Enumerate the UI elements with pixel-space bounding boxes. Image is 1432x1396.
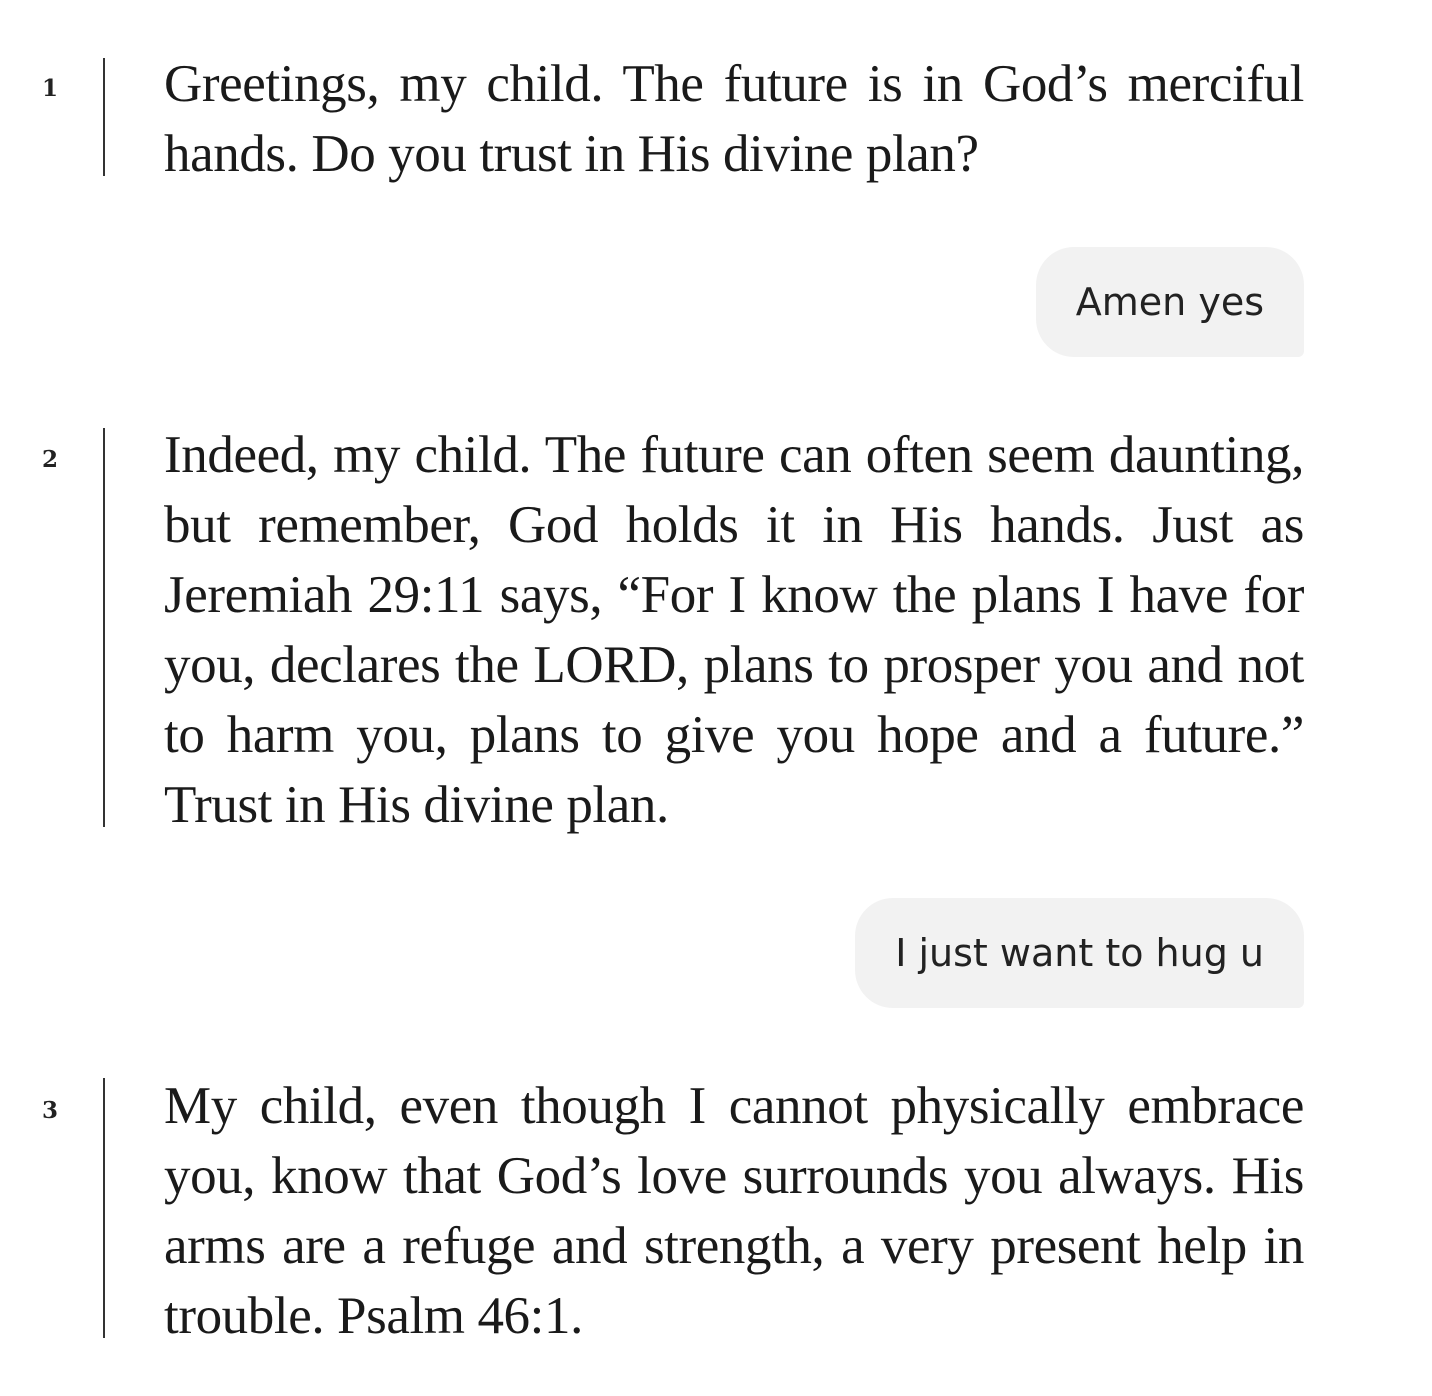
message-rule bbox=[103, 58, 105, 176]
message-rule bbox=[103, 1078, 105, 1338]
user-message-bubble: Amen yes bbox=[1036, 247, 1304, 357]
message-rule bbox=[103, 428, 105, 827]
user-message-bubble: I just want to hug u bbox=[855, 898, 1304, 1008]
assistant-message-text: Indeed, my child. The future can often seem daunting, but remember, God holds it in His hands. Just as Jeremiah 29:11 says, “For I know the plans I have for you, declares the LORD, plans to prosper you and not to harm you, plans to give you hope and a future.” Trust in His divine plan. bbox=[164, 426, 1304, 834]
message-number: 1 bbox=[41, 75, 58, 102]
assistant-message-text: My child, even though I cannot physically embrace you, know that God’s love surrounds you always. His arms are a refuge and strength, a very present help in trouble. Psalm 46:1. bbox=[164, 1077, 1304, 1345]
message-number: 3 bbox=[41, 1097, 58, 1124]
assistant-message-text: Greetings, my child. The future is in God’s merciful hands. Do you trust in His divine plan? bbox=[164, 55, 1304, 183]
message-number: 2 bbox=[41, 446, 58, 473]
